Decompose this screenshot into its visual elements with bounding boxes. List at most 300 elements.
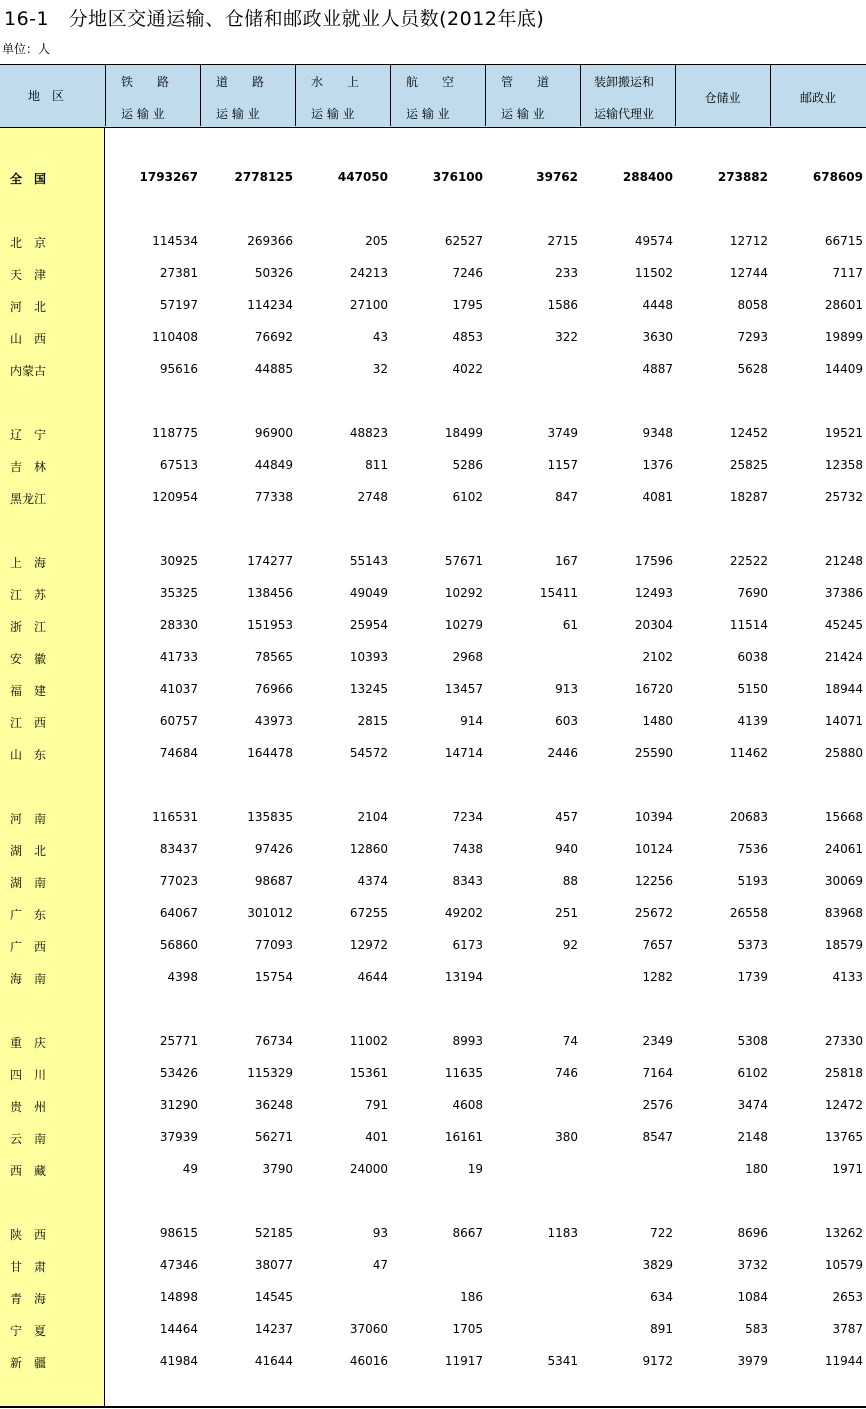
value-cell: 7657 [642,938,673,952]
table-row [0,232,866,252]
header-line2: 运 输 业 [121,107,165,121]
value-cell: 2148 [737,1130,768,1144]
value-cell: 5193 [737,874,768,888]
value-cell: 8343 [452,874,483,888]
value-cell: 13765 [824,1130,863,1144]
value-cell: 1971 [832,1162,863,1176]
table-row [0,1032,866,1052]
value-cell: 7164 [642,1066,673,1080]
value-cell: 27330 [824,1034,863,1048]
value-cell: 14237 [254,1322,293,1336]
value-cell: 4448 [642,298,673,312]
value-cell: 10393 [349,650,388,664]
value-cell: 138456 [247,586,293,600]
national-total-row [0,168,866,188]
table-row [0,424,866,444]
value-cell: 273882 [717,170,768,184]
value-cell: 15754 [254,970,293,984]
table-row [0,296,866,316]
region-name: 山 东 [10,748,47,762]
value-cell: 49 [182,1162,198,1176]
unit-label: 单位：人 [2,42,51,56]
table-row [0,1288,866,1308]
value-cell: 6102 [737,1066,768,1080]
region-name: 内蒙古 [10,364,47,378]
value-cell: 4398 [167,970,198,984]
value-cell: 2349 [642,1034,673,1048]
value-cell: 83437 [159,842,198,856]
value-cell: 93 [372,1226,388,1240]
value-cell: 11502 [634,266,673,280]
value-cell: 64067 [159,906,198,920]
header-column-4 [390,65,485,126]
value-cell: 251 [555,906,578,920]
value-cell: 14071 [824,714,863,728]
table-row [0,1224,866,1244]
value-cell: 5628 [737,362,768,376]
value-cell: 583 [745,1322,768,1336]
value-cell: 13262 [824,1226,863,1240]
value-cell: 37386 [824,586,863,600]
value-cell: 3790 [262,1162,293,1176]
value-cell: 16161 [444,1130,483,1144]
value-cell: 115329 [247,1066,293,1080]
header-line1: 道 路 [216,75,265,89]
table-row [0,1064,866,1084]
region-name: 上 海 [10,556,47,570]
value-cell: 891 [650,1322,673,1336]
value-cell: 22522 [729,554,768,568]
value-cell: 3979 [737,1354,768,1368]
value-cell: 8696 [737,1226,768,1240]
value-cell: 1084 [737,1290,768,1304]
value-cell: 1157 [547,458,578,472]
value-cell: 67255 [349,906,388,920]
value-cell: 11462 [729,746,768,760]
table-row [0,1320,866,1340]
value-cell: 1480 [642,714,673,728]
value-cell: 41037 [159,682,198,696]
value-cell: 1183 [547,1226,578,1240]
value-cell: 1793267 [139,170,198,184]
value-cell: 2576 [642,1098,673,1112]
region-name: 海 南 [10,972,47,986]
value-cell: 43973 [254,714,293,728]
value-cell: 77093 [254,938,293,952]
value-cell: 97426 [254,842,293,856]
value-cell: 847 [555,490,578,504]
value-cell: 118775 [152,426,198,440]
table-row [0,616,866,636]
value-cell: 49574 [634,234,673,248]
value-cell: 301012 [247,906,293,920]
value-cell: 74684 [159,746,198,760]
value-cell: 3829 [642,1258,673,1272]
value-cell: 25825 [729,458,768,472]
header-column-8 [770,65,866,126]
value-cell: 5341 [547,1354,578,1368]
value-cell: 14545 [254,1290,293,1304]
value-cell: 13457 [444,682,483,696]
value-cell: 41644 [254,1354,293,1368]
value-cell: 12860 [349,842,388,856]
value-cell: 28601 [824,298,863,312]
value-cell: 19 [467,1162,483,1176]
header-column-3 [295,65,390,126]
header-region [0,65,105,126]
value-cell: 55143 [349,554,388,568]
value-cell: 48823 [349,426,388,440]
value-cell: 2715 [547,234,578,248]
value-cell: 41733 [159,650,198,664]
region-name: 浙 江 [10,620,47,634]
value-cell: 21248 [824,554,863,568]
header-line1: 装卸搬运和 [594,75,655,89]
value-cell: 66715 [824,234,863,248]
value-cell: 12256 [634,874,673,888]
table-row [0,840,866,860]
value-cell: 12493 [634,586,673,600]
value-cell: 78565 [254,650,293,664]
value-cell: 120954 [152,490,198,504]
value-cell: 44885 [254,362,293,376]
value-cell: 92 [562,938,578,952]
region-name: 江 西 [10,716,47,730]
value-cell: 39762 [536,170,578,184]
table-row [0,488,866,508]
header-line1: 邮政业 [799,91,836,105]
value-cell: 67513 [159,458,198,472]
value-cell: 37060 [349,1322,388,1336]
value-cell: 2748 [357,490,388,504]
value-cell: 27100 [349,298,388,312]
header-line2: 运 输 业 [501,107,545,121]
value-cell: 380 [555,1130,578,1144]
value-cell: 96900 [254,426,293,440]
value-cell: 5308 [737,1034,768,1048]
value-cell: 41984 [159,1354,198,1368]
value-cell: 12472 [824,1098,863,1112]
value-cell: 13245 [349,682,388,696]
value-cell: 1795 [452,298,483,312]
value-cell: 30069 [824,874,863,888]
value-cell: 4608 [452,1098,483,1112]
value-cell: 18579 [824,938,863,952]
value-cell: 46016 [349,1354,388,1368]
value-cell: 634 [650,1290,673,1304]
value-cell: 24213 [349,266,388,280]
region-column-divider [104,128,105,1407]
value-cell: 60757 [159,714,198,728]
table-row [0,872,866,892]
value-cell: 7117 [832,266,863,280]
value-cell: 135835 [247,810,293,824]
region-name: 河 南 [10,812,47,826]
value-cell: 233 [555,266,578,280]
value-cell: 19521 [824,426,863,440]
value-cell: 28330 [159,618,198,632]
value-cell: 25818 [824,1066,863,1080]
header-column-7 [675,65,770,126]
value-cell: 114234 [247,298,293,312]
region-name: 湖 南 [10,876,47,890]
region-name: 山 西 [10,332,47,346]
table-row [0,808,866,828]
region-column-background [0,128,105,1407]
value-cell: 5150 [737,682,768,696]
value-cell: 10579 [824,1258,863,1272]
region-name: 安 徽 [10,652,47,666]
value-cell: 20304 [634,618,673,632]
table-row [0,936,866,956]
value-cell: 3749 [547,426,578,440]
value-cell: 10394 [634,810,673,824]
value-cell: 7234 [452,810,483,824]
region-name: 北 京 [10,236,47,250]
value-cell: 11635 [444,1066,483,1080]
value-cell: 18499 [444,426,483,440]
value-cell: 288400 [622,170,673,184]
value-cell: 186 [460,1290,483,1304]
value-cell: 110408 [152,330,198,344]
value-cell: 116531 [152,810,198,824]
value-cell: 10279 [444,618,483,632]
table-bottom-rule [0,1406,866,1408]
value-cell: 44849 [254,458,293,472]
value-cell: 4887 [642,362,673,376]
region-name: 新 疆 [10,1356,47,1370]
value-cell: 2104 [357,810,388,824]
value-cell: 1282 [642,970,673,984]
value-cell: 57197 [159,298,198,312]
value-cell: 5286 [452,458,483,472]
value-cell: 4081 [642,490,673,504]
value-cell: 3630 [642,330,673,344]
header-line2: 运 输 业 [406,107,450,121]
value-cell: 10292 [444,586,483,600]
value-cell: 77023 [159,874,198,888]
header-line2: 运输代理业 [594,107,655,121]
table-row [0,744,866,764]
value-cell: 83968 [824,906,863,920]
value-cell: 95616 [159,362,198,376]
table-row [0,264,866,284]
region-name: 甘 肃 [10,1260,47,1274]
value-cell: 114534 [152,234,198,248]
header-line1: 仓储业 [704,91,741,105]
value-cell: 376100 [432,170,483,184]
value-cell: 7690 [737,586,768,600]
value-cell: 269366 [247,234,293,248]
value-cell: 14898 [159,1290,198,1304]
value-cell: 4644 [357,970,388,984]
table-row [0,1256,866,1276]
value-cell: 914 [460,714,483,728]
region-name: 贵 州 [10,1100,47,1114]
value-cell: 47 [372,1258,388,1272]
header-line1: 铁 路 [121,75,170,89]
value-cell: 8547 [642,1130,673,1144]
value-cell: 7246 [452,266,483,280]
value-cell: 12452 [729,426,768,440]
table-row [0,904,866,924]
region-name: 福 建 [10,684,47,698]
value-cell: 791 [365,1098,388,1112]
value-cell: 56860 [159,938,198,952]
header-region-label: 地 区 [28,89,65,103]
value-cell: 678609 [812,170,863,184]
value-cell: 24061 [824,842,863,856]
value-cell: 32 [372,362,388,376]
value-cell: 4133 [832,970,863,984]
value-cell: 164478 [247,746,293,760]
table-row [0,552,866,572]
value-cell: 3474 [737,1098,768,1112]
value-cell: 56271 [254,1130,293,1144]
region-name: 西 藏 [10,1164,47,1178]
region-name: 全 国 [10,172,47,186]
region-name: 广 西 [10,940,47,954]
region-name: 陕 西 [10,1228,47,1242]
value-cell: 174277 [247,554,293,568]
value-cell: 52185 [254,1226,293,1240]
value-cell: 401 [365,1130,388,1144]
value-cell: 11944 [824,1354,863,1368]
region-name: 辽 宁 [10,428,47,442]
value-cell: 1705 [452,1322,483,1336]
value-cell: 913 [555,682,578,696]
value-cell: 6102 [452,490,483,504]
value-cell: 12358 [824,458,863,472]
value-cell: 26558 [729,906,768,920]
header-column-5 [485,65,580,126]
value-cell: 2778125 [234,170,293,184]
value-cell: 25880 [824,746,863,760]
value-cell: 20683 [729,810,768,824]
header-column-2 [200,65,295,126]
value-cell: 811 [365,458,388,472]
value-cell: 722 [650,1226,673,1240]
value-cell: 151953 [247,618,293,632]
table-row [0,1128,866,1148]
value-cell: 24000 [349,1162,388,1176]
value-cell: 25732 [824,490,863,504]
value-cell: 12712 [729,234,768,248]
value-cell: 7438 [452,842,483,856]
table-row [0,1160,866,1180]
value-cell: 8667 [452,1226,483,1240]
value-cell: 9348 [642,426,673,440]
header-line1: 航 空 [406,75,455,89]
value-cell: 38077 [254,1258,293,1272]
value-cell: 4022 [452,362,483,376]
region-name: 河 北 [10,300,47,314]
value-cell: 1586 [547,298,578,312]
value-cell: 61 [562,618,578,632]
value-cell: 1739 [737,970,768,984]
header-line1: 水 上 [311,75,360,89]
value-cell: 6038 [737,650,768,664]
value-cell: 62527 [444,234,483,248]
table-title: 16-1 分地区交通运输、仓储和邮政业就业人员数(2012年底) [4,8,545,30]
value-cell: 25771 [159,1034,198,1048]
region-name: 天 津 [10,268,47,282]
value-cell: 18287 [729,490,768,504]
value-cell: 746 [555,1066,578,1080]
value-cell: 457 [555,810,578,824]
table-row [0,1096,866,1116]
value-cell: 37939 [159,1130,198,1144]
value-cell: 14464 [159,1322,198,1336]
value-cell: 88 [562,874,578,888]
value-cell: 15411 [539,586,578,600]
value-cell: 76692 [254,330,293,344]
table-row [0,968,866,988]
value-cell: 17596 [634,554,673,568]
table-row [0,456,866,476]
value-cell: 4374 [357,874,388,888]
header-line2: 运 输 业 [216,107,260,121]
value-cell: 35325 [159,586,198,600]
region-name: 重 庆 [10,1036,47,1050]
value-cell: 3787 [832,1322,863,1336]
value-cell: 14409 [824,362,863,376]
value-cell: 603 [555,714,578,728]
value-cell: 25590 [634,746,673,760]
region-name: 宁 夏 [10,1324,47,1338]
value-cell: 53426 [159,1066,198,1080]
value-cell: 6173 [452,938,483,952]
value-cell: 11514 [729,618,768,632]
value-cell: 15668 [824,810,863,824]
value-cell: 27381 [159,266,198,280]
value-cell: 11917 [444,1354,483,1368]
value-cell: 4139 [737,714,768,728]
value-cell: 167 [555,554,578,568]
value-cell: 21424 [824,650,863,664]
header-column-1 [105,65,200,126]
region-name: 吉 林 [10,460,47,474]
value-cell: 74 [562,1034,578,1048]
value-cell: 12972 [349,938,388,952]
header-line1: 管 道 [501,75,550,89]
value-cell: 8058 [737,298,768,312]
value-cell: 43 [372,330,388,344]
region-name: 湖 北 [10,844,47,858]
value-cell: 49202 [444,906,483,920]
value-cell: 180 [745,1162,768,1176]
region-name: 广 东 [10,908,47,922]
value-cell: 45245 [824,618,863,632]
value-cell: 2968 [452,650,483,664]
header-line2: 运 输 业 [311,107,355,121]
value-cell: 31290 [159,1098,198,1112]
value-cell: 30925 [159,554,198,568]
region-name: 青 海 [10,1292,47,1306]
value-cell: 10124 [634,842,673,856]
value-cell: 2815 [357,714,388,728]
region-name: 四 川 [10,1068,47,1082]
value-cell: 57671 [444,554,483,568]
value-cell: 19899 [824,330,863,344]
value-cell: 77338 [254,490,293,504]
value-cell: 12744 [729,266,768,280]
table-row [0,584,866,604]
value-cell: 98687 [254,874,293,888]
value-cell: 36248 [254,1098,293,1112]
value-cell: 11002 [349,1034,388,1048]
value-cell: 54572 [349,746,388,760]
